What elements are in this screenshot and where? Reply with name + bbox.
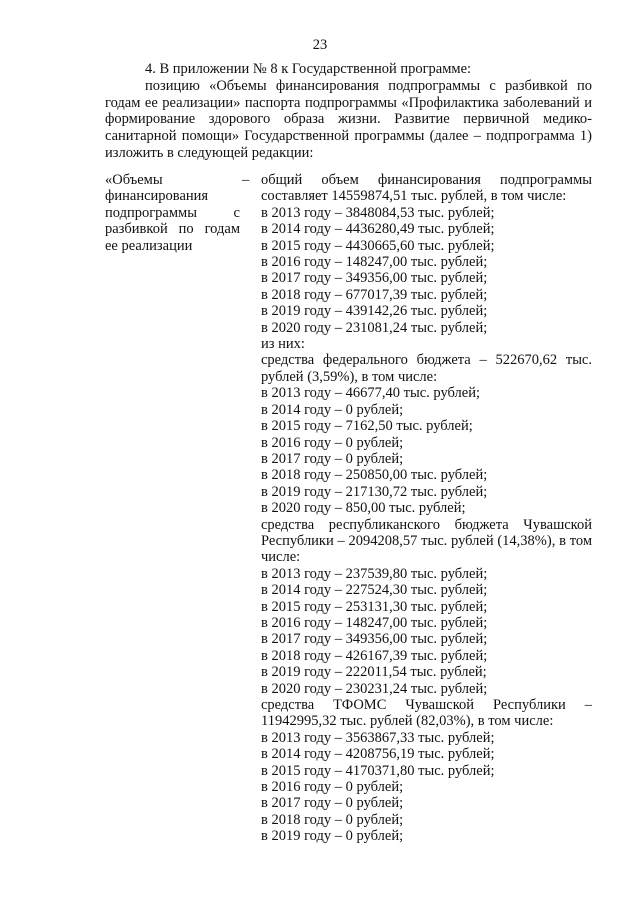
year-line: в 2016 году – 148247,00 тыс. рублей;: [261, 614, 488, 631]
year-line: в 2019 году – 217130,72 тыс. рублей;: [261, 483, 488, 500]
year-line: в 2015 году – 7162,50 тыс. рублей;: [261, 418, 473, 435]
total-funding-text: общий объем финансирования подпрограммы составляет 14559874,51 тыс. рублей, в том числе:: [261, 172, 592, 205]
year-line: в 2013 году – 237539,80 тыс. рублей;: [261, 565, 488, 582]
page-number: 23: [312, 37, 328, 53]
year-line: в 2014 году – 4208756,19 тыс. рублей;: [261, 746, 495, 763]
year-line: в 2013 году – 3848084,53 тыс. рублей;: [261, 204, 495, 221]
year-line: в 2019 году – 222011,54 тыс. рублей;: [261, 664, 487, 681]
year-line: в 2016 году – 0 рублей;: [261, 779, 404, 796]
year-line: в 2020 году – 230231,24 тыс. рублей;: [261, 680, 488, 697]
year-line: в 2019 году – 0 рублей;: [261, 828, 404, 845]
amendment-paragraph: позицию «Объемы финансирования подпрограммы с разбивкой по годам ее реализации» паспорта подпрограммы «Профилактика заболеваний и формирование здорового образа жизни. Развитие первичной медико-санитарной помощи» Государственной программы (далее – подпрограмма 1) изложить в следующей редакции:: [105, 77, 592, 161]
year-line: в 2017 году – 349356,00 тыс. рублей;: [261, 631, 488, 648]
year-line: в 2016 году – 0 рублей;: [261, 434, 404, 451]
year-line: в 2017 году – 0 рублей;: [261, 450, 404, 467]
year-line: в 2018 году – 250850,00 тыс. рублей;: [261, 467, 488, 484]
funding-content: [261, 172, 592, 845]
year-line: в 2016 году – 148247,00 тыс. рублей;: [261, 254, 488, 271]
year-line: в 2014 году – 227524,30 тыс. рублей;: [261, 582, 488, 599]
year-line: в 2017 году – 349356,00 тыс. рублей;: [261, 270, 488, 287]
year-line: в 2018 году – 677017,39 тыс. рублей;: [261, 286, 488, 303]
position-label: «Объемы финансирования подпрограммы с разбивкой по годам ее реализации: [105, 172, 240, 254]
year-line: в 2013 году – 46677,40 тыс. рублей;: [261, 385, 481, 402]
year-line: в 2020 году – 850,00 тыс. рублей;: [261, 500, 466, 517]
year-line: в 2015 году – 4430665,60 тыс. рублей;: [261, 237, 495, 254]
year-line: в 2020 году – 231081,24 тыс. рублей;: [261, 319, 488, 336]
republic-funding-text: средства республиканского бюджета Чувашской Республики – 2094208,57 тыс. рублей (14,38%), в том числе:: [261, 516, 592, 566]
year-line: в 2017 году – 0 рублей;: [261, 795, 404, 812]
year-line: в 2014 году – 0 рублей;: [261, 401, 404, 418]
year-line: в 2018 году – 426167,39 тыс. рублей;: [261, 647, 488, 664]
year-line: в 2015 году – 4170371,80 тыс. рублей;: [261, 762, 495, 779]
intro-section: [105, 61, 592, 162]
amendment-heading: 4. В приложении № 8 к Государственной программе:: [145, 61, 472, 77]
federal-years-list: [261, 385, 592, 516]
total-years-list: [261, 205, 592, 336]
position-dash: –: [242, 172, 250, 188]
year-line: в 2013 году – 3563867,33 тыс. рублей;: [261, 729, 495, 746]
year-line: в 2019 году – 439142,26 тыс. рублей;: [261, 303, 488, 320]
year-line: в 2015 году – 253131,30 тыс. рублей;: [261, 598, 488, 615]
tfoms-years-list: [261, 730, 592, 845]
year-line: в 2018 году – 0 рублей;: [261, 811, 404, 828]
of-them-label: из них:: [261, 336, 305, 353]
republic-years-list: [261, 566, 592, 697]
federal-funding-text: средства федерального бюджета – 522670,62 тыс. рублей (3,59%), в том числе:: [261, 352, 592, 385]
tfoms-funding-text: средства ТФОМС Чувашской Республики – 11942995,32 тыс. рублей (82,03%), в том числе:: [261, 697, 592, 730]
year-line: в 2014 году – 4436280,49 тыс. рублей;: [261, 221, 495, 238]
